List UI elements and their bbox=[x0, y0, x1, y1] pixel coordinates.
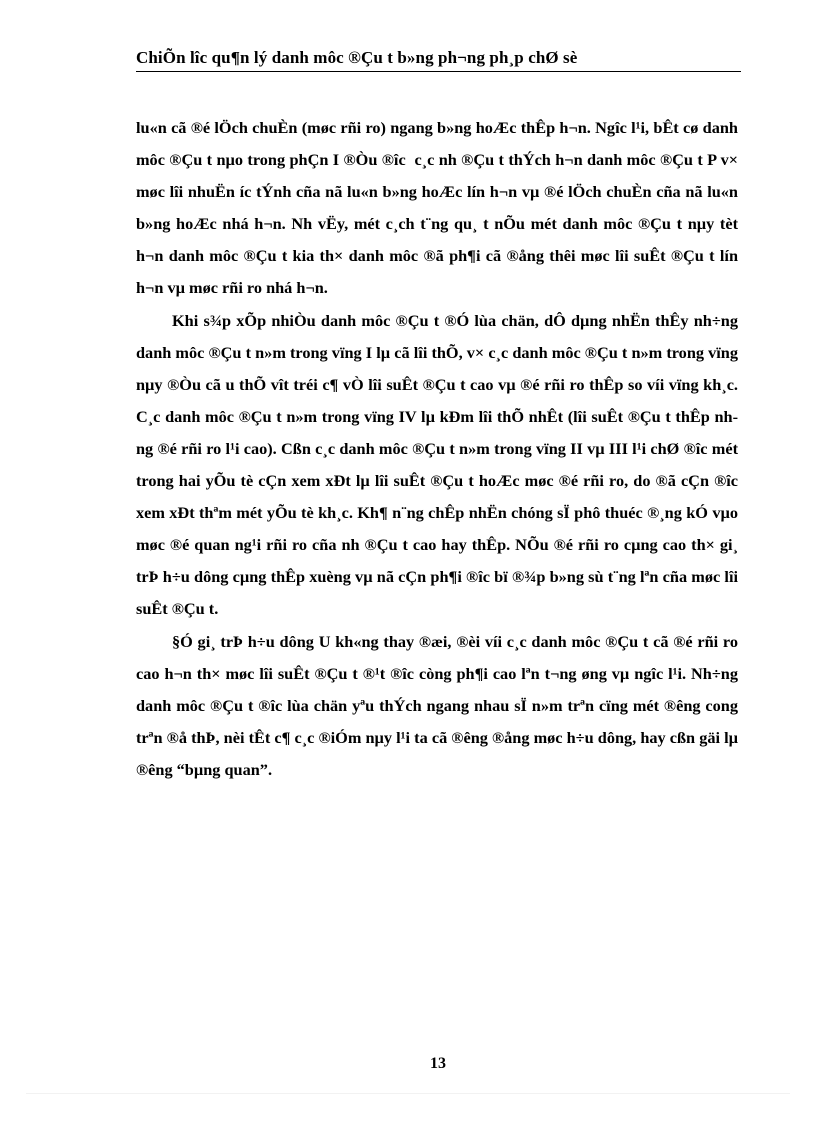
document-body bbox=[136, 112, 738, 786]
page-bottom-divider bbox=[26, 1093, 790, 1094]
paragraph-3: §Ó gi¸ trÞ h÷u dông U kh«ng thay ®æi, ®èi víi c¸c danh môc ®Çu t cã ®é rñi ro cao h¬n th× møc lîi suÊt ®Çu t ®¹t ®îc còng ph¶i cao lªn t¬ng øng vµ ngîc l¹i. Nh÷ng danh môc ®Çu t ®îc lùa chän yªu thÝch ngang nhau sÏ n»m trªn cïng mét ®êng cong trªn ®å thÞ, nèi tÊt c¶ c¸c ®iÓm nµy l¹i ta cã ®êng ®ång møc h÷u dông, hay cßn gäi lµ ®êng “bµng quan”. bbox=[136, 631, 738, 779]
page-number: 13 bbox=[430, 1055, 446, 1072]
paragraph-2: Khi s¾p xÕp nhiÒu danh môc ®Çu t ®Ó lùa chän, dÔ dµng nhËn thÊy nh÷ng danh môc ®Çu t n»m trong vïng I lµ cã lîi thÕ, v× c¸c danh môc ®Çu t n»m trong vïng nµy ®Òu cã u thÕ vît tréi c¶ vÒ lîi suÊt ®Çu t cao vµ ®é rñi ro thÊp so víi vïng kh¸c. C¸c danh môc ®Çu t n»m trong vïng IV lµ kÐm lîi thÕ nhÊt (lîi suÊt ®Çu t thÊp nhng ®é rñi ro l¹i cao). Cßn c¸c danh môc ®Çu t n»m trong vïng II vµ III l¹i chØ ®îc mét trong hai yÕu tè cÇn xem xÐt lµ lîi suÊt ®Çu t hoÆc møc ®é rñi ro, do ®ã cÇn ®îc xem xÐt thªm mét yÕu tè kh¸c. Kh¶ n¨ng chÊp nhËn chóng sÏ phô thuéc ®¸ng kÓ vµo møc ®é quan ng¹i rñi ro cña nh ®Çu t cao hay thÊp. NÕu ®é rñi ro cµng cao th× gi¸ trÞ h÷u dông cµng thÊp xuèng vµ nã cÇn ph¶i ®îc bï ®¾p b»ng sù t¨ng lªn cña møc lîi suÊt ®Çu t. bbox=[136, 310, 738, 619]
running-header bbox=[136, 48, 741, 72]
header-title: ChiÕn lîc qu¶n lý danh môc ®Çu t b»ng ph¬ng ph¸p chØ sè bbox=[136, 48, 578, 67]
paragraph-1: lu«n cã ®é lÖch chuÈn (møc rñi ro) ngang b»ng hoÆc thÊp h¬n. Ngîc l¹i, bÊt cø danh môc ®Çu t nµo trong phÇn I ®Òu ®îc c¸c nh ®Çu t thÝch h¬n danh môc ®Çu t P v× møc lîi nhuËn íc tÝnh cña nã lu«n b»ng hoÆc lín h¬n vµ ®é lÖch chuÈn cña nã lu«n b»ng hoÆc nhá h¬n. Nh vËy, mét c¸ch t¨ng qu¸ t nÕu mét danh môc ®Çu t nµy tèt h¬n danh môc ®Çu t kia th× danh môc ®ã ph¶i cã ®ång thêi møc lîi suÊt ®Çu t lín h¬n vµ møc rñi ro nhá h¬n. bbox=[136, 118, 738, 298]
